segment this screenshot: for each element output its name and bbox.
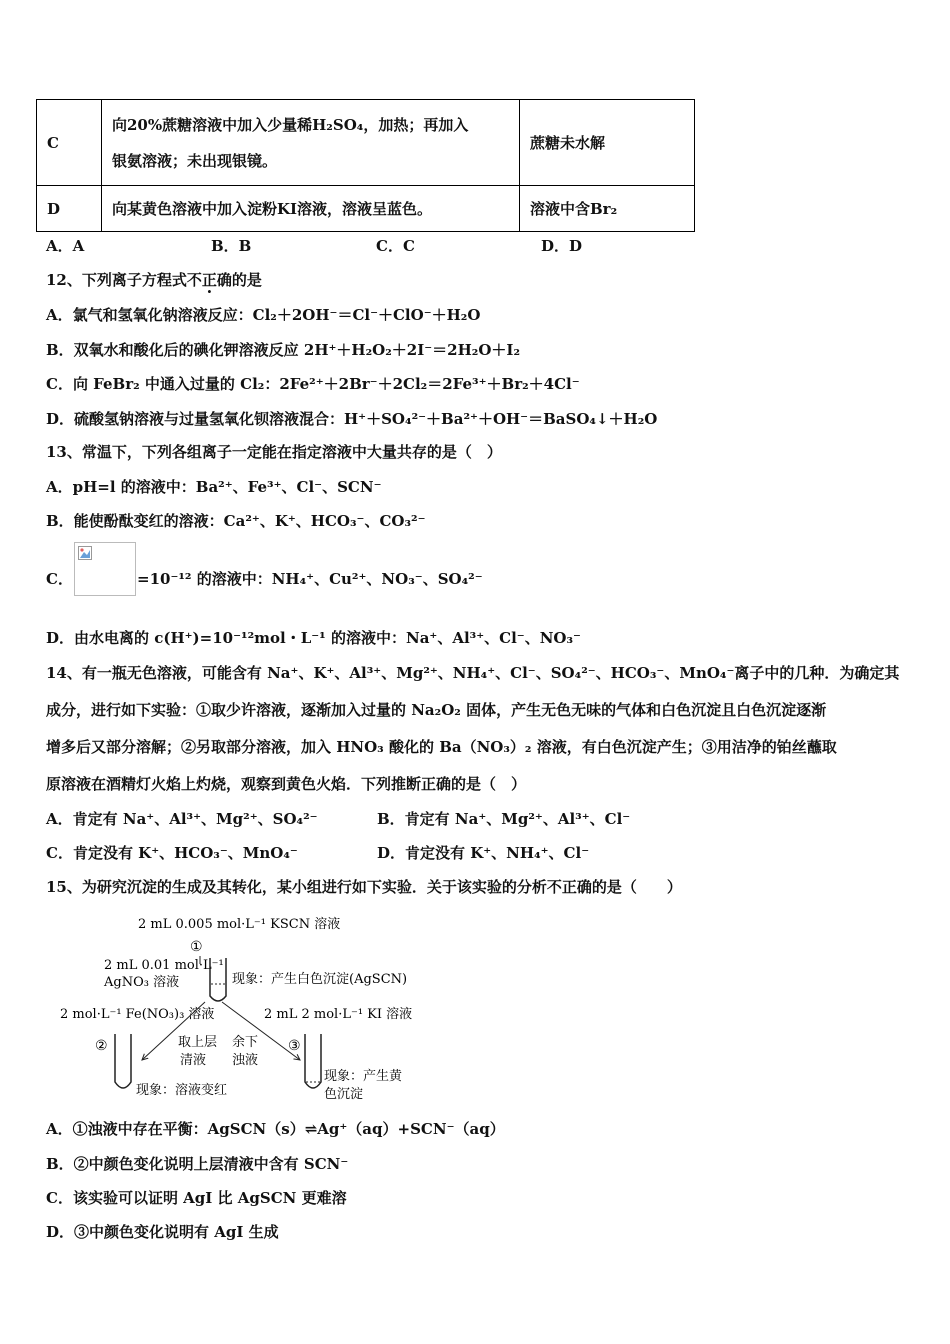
q12-option-c[interactable]: C．向 FeBr₂ 中通入过量的 Cl₂：2Fe²⁺＋2Br⁻＋2Cl₂＝2Fe³⁺＋Br₂＋4Cl⁻	[46, 375, 580, 393]
experiment-cell: 向20%蔗糖溶液中加入少量稀H₂SO₄，加热；再加入 银氨溶液；未出现银镜。	[102, 100, 520, 186]
observation-3-line1: 现象：产生黄	[324, 1069, 403, 1084]
test-tube-2	[115, 1034, 131, 1088]
q14-option-c[interactable]: C．肯定没有 K⁺、HCO₃⁻、MnO₄⁻	[46, 844, 298, 862]
q12-option-a[interactable]: A．氯气和氢氧化钠溶液反应：Cl₂＋2OH⁻＝Cl⁻＋ClO⁻＋H₂O	[46, 306, 481, 324]
observation-2: 现象：溶液变红	[136, 1083, 228, 1098]
q14-stem-line: 14、有一瓶无色溶液，可能含有 Na⁺、K⁺、Al³⁺、Mg²⁺、NH₄⁺、Cl⁻、SO₄²⁻、HCO₃⁻、MnO₄⁻离子中的几种．为确定其	[46, 664, 900, 682]
row-label: C	[37, 100, 102, 186]
choice-d[interactable]: D．D	[541, 237, 583, 255]
ki-label: 2 mL 2 mol·L⁻¹ KI 溶液	[264, 1007, 413, 1022]
step-2-number: ②	[95, 1038, 108, 1054]
conclusion-cell: 蔗糖未水解	[520, 100, 695, 186]
q15-option-d[interactable]: D．③中颜色变化说明有 AgI 生成	[46, 1223, 279, 1241]
q14-option-d[interactable]: D．肯定没有 K⁺、NH₄⁺、Cl⁻	[377, 844, 590, 862]
q12-option-d[interactable]: D．硫酸氢钠溶液与过量氢氧化钡溶液混合：H⁺＋SO₄²⁻＋Ba²⁺＋OH⁻＝BaSO₄↓＋H₂O	[46, 410, 658, 428]
agno3-label-2: AgNO₃ 溶液	[104, 975, 180, 990]
test-tube-3	[305, 1034, 321, 1088]
q15-stem: 15、为研究沉淀的生成及其转化，某小组进行如下实验．关于该实验的分析不正确的是（ ）	[46, 878, 682, 896]
observation-3-line2: 色沉淀	[324, 1087, 364, 1102]
q13-option-a[interactable]: A．pH=l 的溶液中：Ba²⁺、Fe³⁺、Cl⁻、SCN⁻	[46, 478, 382, 496]
q15-option-c[interactable]: C．该实验可以证明 AgI 比 AgSCN 更难溶	[46, 1189, 347, 1207]
choice-b[interactable]: B．B	[211, 237, 252, 255]
q13-option-c-text[interactable]: =10⁻¹² 的溶液中：NH₄⁺、Cu²⁺、NO₃⁻、SO₄²⁻	[137, 570, 483, 588]
observation-1: 现象：产生白色沉淀(AgSCN)	[232, 972, 408, 987]
remaining-1: 余下	[232, 1035, 259, 1050]
q12-stem: 12、下列离子方程式不正确的是	[46, 271, 262, 289]
q15-option-b[interactable]: B．②中颜色变化说明上层清液中含有 SCN⁻	[46, 1155, 349, 1173]
q14-stem-line: 原溶液在酒精灯火焰上灼烧，观察到黄色火焰．下列推断正确的是（ ）	[46, 775, 527, 793]
step-3-number: ③	[288, 1038, 301, 1054]
q14-option-b[interactable]: B．肯定有 Na⁺、Mg²⁺、Al³⁺、Cl⁻	[377, 810, 631, 828]
take-upper-1: 取上层	[178, 1035, 218, 1050]
conclusion-cell: 溶液中含Br₂	[520, 186, 695, 232]
q14-stem-line: 增多后又部分溶解；②另取部分溶液，加入 HNO₃ 酸化的 Ba（NO₃）₂ 溶液，有白色沉淀产生；③用洁净的铂丝蘸取	[46, 738, 837, 756]
q12-option-b[interactable]: B．双氧水和酸化后的碘化钾溶液反应 2H⁺＋H₂O₂＋2I⁻＝2H₂O＋I₂	[46, 341, 521, 359]
q13-option-b[interactable]: B．能使酚酞变红的溶液：Ca²⁺、K⁺、HCO₃⁻、CO₃²⁻	[46, 512, 426, 530]
choice-a[interactable]: A．A	[46, 237, 85, 255]
feno3-label: 2 mol·L⁻¹ Fe(NO₃)₃ 溶液	[60, 1007, 215, 1022]
choice-c[interactable]: C．C	[376, 237, 415, 255]
agno3-label-1: 2 mL 0.01 mol·L⁻¹	[104, 958, 224, 973]
experiment-cell: 向某黄色溶液中加入淀粉KI溶液，溶液呈蓝色。	[102, 186, 520, 232]
take-upper-2: 清液	[180, 1053, 207, 1068]
kscn-label: 2 mL 0.005 mol·L⁻¹ KSCN 溶液	[138, 917, 341, 932]
row-label: D	[37, 186, 102, 232]
q14-option-a[interactable]: A．肯定有 Na⁺、Al³⁺、Mg²⁺、SO₄²⁻	[46, 810, 318, 828]
q14-stem-line: 成分，进行如下实验：①取少许溶液，逐渐加入过量的 Na₂O₂ 固体，产生无色无味的气体和白色沉淀且白色沉淀逐渐	[46, 701, 827, 719]
step-1-number: ①	[190, 939, 203, 955]
q13-stem: 13、常温下，下列各组离子一定能在指定溶液中大量共存的是（ ）	[46, 443, 502, 461]
q13-option-c-label[interactable]: C．	[46, 570, 73, 588]
emphasis-text: 不正确	[186, 271, 232, 289]
q15-option-a[interactable]: A．①浊液中存在平衡：AgSCN（s）⇌Ag⁺（aq）+SCN⁻（aq）	[46, 1120, 505, 1138]
q13-option-d[interactable]: D．由水电离的 c(H⁺)=10⁻¹²mol・L⁻¹ 的溶液中：Na⁺、Al³⁺、Cl⁻、NO₃⁻	[46, 629, 581, 647]
remaining-2: 浊液	[232, 1053, 259, 1068]
